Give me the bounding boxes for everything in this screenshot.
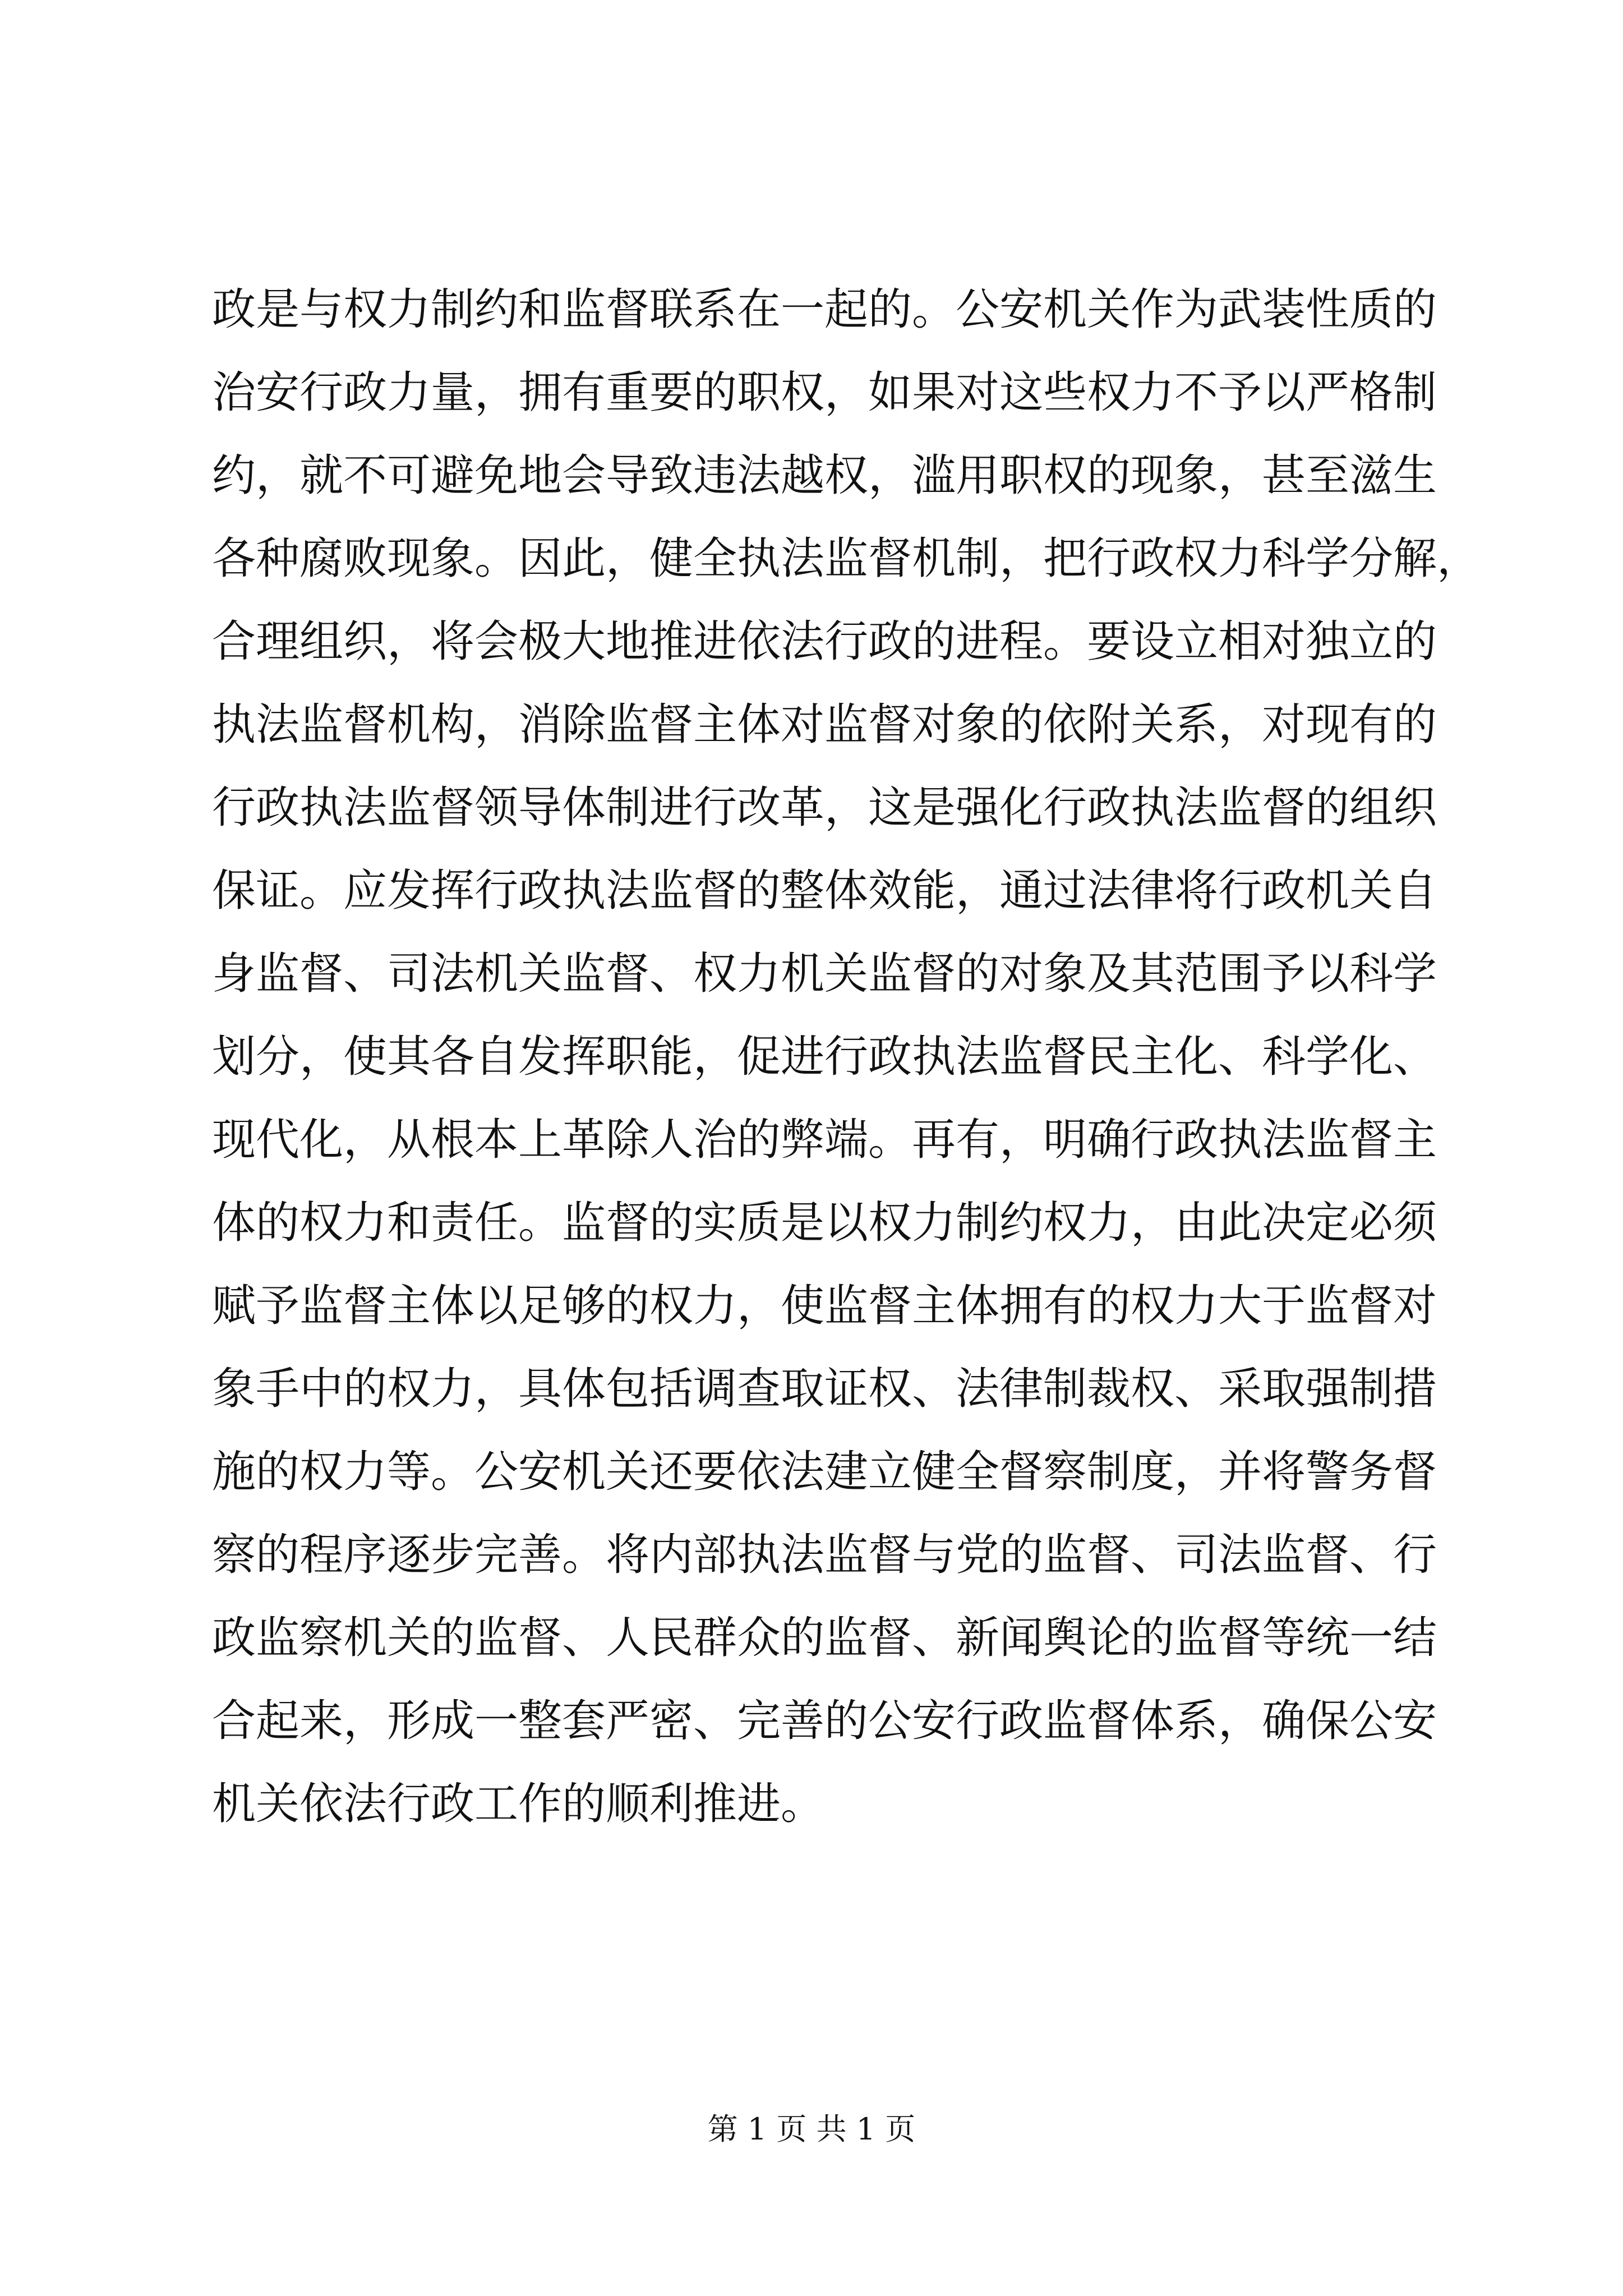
text-line: 体的权力和责任。监督的实质是以权力制约权力，由此决定必须 (212, 1198, 1437, 1248)
text-line: 执法监督机构，消除监督主体对监督对象的依附关系，对现有的 (212, 700, 1437, 750)
text-line: 各种腐败现象。因此，健全执法监督机制，把行政权力科学分解， (212, 533, 1481, 584)
text-line: 机关依法行政工作的顺利推进。 (212, 1779, 825, 1829)
text-line: 划分，使其各自发挥职能，促进行政执法监督民主化、科学化、 (212, 1032, 1437, 1082)
text-line: 约，就不可避免地会导致违法越权，滥用职权的现象，甚至滋生 (212, 450, 1437, 501)
text-line: 现代化，从根本上革除人治的弊端。再有，明确行政执法监督主 (212, 1115, 1437, 1165)
text-line: 政监察机关的监督、人民群众的监督、新闻舆论的监督等统一结 (212, 1613, 1437, 1663)
text-line: 保证。应发挥行政执法监督的整体效能，通过法律将行政机关自 (212, 866, 1437, 916)
text-line: 合理组织，将会极大地推进依法行政的进程。要设立相对独立的 (212, 616, 1437, 667)
text-line: 施的权力等。公安机关还要依法建立健全督察制度，并将警务督 (212, 1447, 1437, 1497)
text-line: 察的程序逐步完善。将内部执法监督与党的监督、司法监督、行 (212, 1530, 1437, 1580)
text-line: 治安行政力量，拥有重要的职权，如果对这些权力不予以严格制 (212, 367, 1437, 418)
page-footer: 第 1 页 共 1 页 (707, 2111, 916, 2147)
text-line: 身监督、司法机关监督、权力机关监督的对象及其范围予以科学 (212, 949, 1437, 999)
body-paragraph (212, 268, 1481, 1846)
text-line: 合起来，形成一整套严密、完善的公安行政监督体系，确保公安 (212, 1696, 1437, 1746)
text-line: 象手中的权力，具体包括调查取证权、法律制裁权、采取强制措 (212, 1364, 1437, 1414)
text-line: 政是与权力制约和监督联系在一起的。公安机关作为武装性质的 (212, 284, 1437, 335)
text-line: 行政执法监督领导体制进行改革，这是强化行政执法监督的组织 (212, 783, 1437, 833)
text-line: 赋予监督主体以足够的权力，使监督主体拥有的权力大于监督对 (212, 1281, 1437, 1331)
